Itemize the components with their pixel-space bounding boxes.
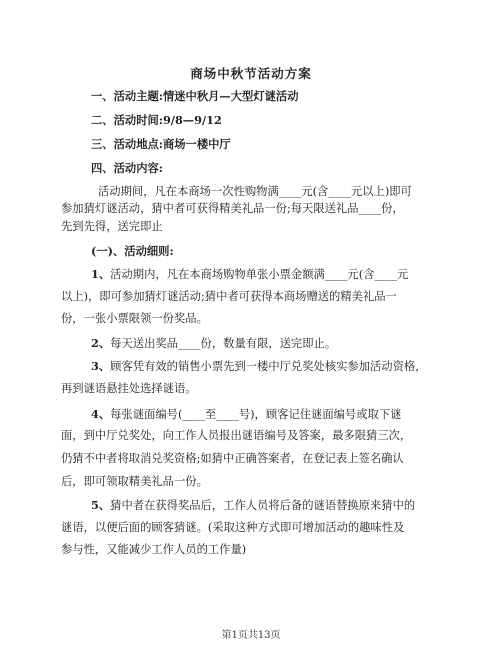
rule-1-first-line: 1、活动期内，凡在本商场购物单张小票金额满____元(含____元 xyxy=(91,267,409,281)
rule-number: 5、 xyxy=(91,498,111,512)
page-footer: 第1页共13页 xyxy=(221,630,281,641)
heading-theme: 一、活动主题:情迷中秋月—大型灯谜活动 xyxy=(91,89,299,103)
rule-line: 仍猜不中者将取消兑奖资格;如猜中正确答案者，在登记表上签名确认 xyxy=(61,452,404,465)
rule-5-first-line: 5、猜中者在获得奖品后，工作人员将后备的谜语替换原来猜中的 xyxy=(91,498,416,512)
rule-line: 谜语，以便后面的顾客猜谜。(采取这种方式即可增加活动的趣味性及 xyxy=(61,521,405,534)
rule-line: 后，即可领取精美礼品一份。 xyxy=(61,475,208,488)
page-title: 商场中秋节活动方案 xyxy=(190,66,312,81)
subheading-rules: (一)、活动细则: xyxy=(91,244,174,258)
rule-3-first-line: 3、顾客凭有效的销售小票先到一楼中厅兑奖处核实参加活动资格， xyxy=(91,359,427,373)
rule-4-first-line: 4、每张谜面编号(____至____号)，顾客记住谜面编号或取下谜 xyxy=(91,407,402,421)
intro-line: 先到先得，送完即止 xyxy=(61,220,163,233)
rule-number: 4、 xyxy=(91,407,111,421)
heading-location: 三、活动地点:商场一楼中厅 xyxy=(91,137,231,151)
rule-number: 2、 xyxy=(91,336,111,350)
heading-time: 二、活动时间:9/8—9/12 xyxy=(91,113,222,127)
rule-number: 1、 xyxy=(91,267,111,281)
rule-line: 参与性，又能减少工作人员的工作量) xyxy=(61,543,247,556)
rule-2-first-line: 2、每天送出奖品____份，数量有限，送完即止。 xyxy=(91,336,337,350)
intro-line: 参加猜灯谜活动，猜中者可获得精美礼品一份;每天限送礼品____份， xyxy=(61,202,404,215)
rule-line: 再到谜语悬挂处选择谜语。 xyxy=(61,382,197,395)
rule-line: 份，一张小票限领一份奖品。 xyxy=(61,312,208,325)
rule-line: 以上)，即可参加猜灯谜活动;猜中者可获得本商场赠送的精美礼品一 xyxy=(61,290,397,303)
intro-line: 活动期间，凡在本商场一次性购物满____元(含____元以上)即可 xyxy=(98,185,412,198)
heading-content: 四、活动内容: xyxy=(91,161,163,175)
rule-line: 面，到中厅兑奖处，向工作人员报出谜语编号及答案，最多限猜三次， xyxy=(61,429,412,442)
rule-number: 3、 xyxy=(91,359,111,373)
